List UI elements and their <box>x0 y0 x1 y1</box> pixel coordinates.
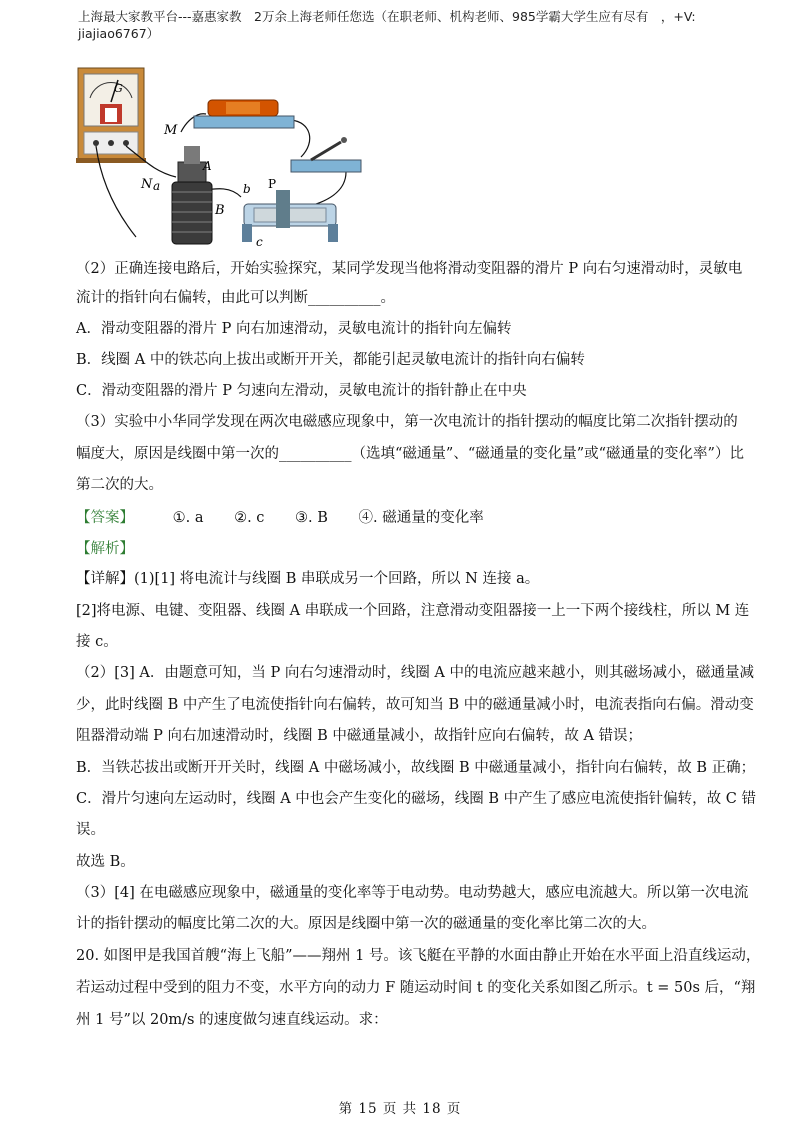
answer-row <box>76 507 510 529</box>
q2-option-a: A．滑动变阻器的滑片 P 向右加速滑动，灵敏电流计的指针向左偏转 <box>76 321 512 337</box>
q20-line-2: 若运动过程中受到的阻力不变，水平方向的动力 F 随运动时间 t 的变化关系如图乙所示。t = 50s 后，“翔 <box>76 980 756 996</box>
header-line-2: jiajiao6767） <box>78 26 160 41</box>
analysis-p3e: C．滑片匀速向左运动时，线圈 A 中也会产生变化的磁场，线圈 B 中产生了感应电流使指针偏转，故 C 错 <box>76 791 756 807</box>
analysis-p3g: 故选 B。 <box>76 854 135 870</box>
analysis-p4b: 计的指针摆动的幅度比第二次的大。原因是线圈中第一次的磁通量的变化率比第二次的大。 <box>76 916 656 932</box>
label-coil-b: B <box>215 203 225 218</box>
answer-tag: 【答案】 <box>76 510 134 526</box>
label-b: b <box>243 182 251 196</box>
analysis-p3b: 少，此时线圈 B 中产生了电流使指针向右偏转，故可知当 B 中的磁通量减小时，电流表指向右偏。滑动变 <box>76 697 754 713</box>
answer-item-1: ①. a <box>172 510 204 526</box>
answer-item-2: ②. c <box>234 510 265 526</box>
detail-1: 【详解】(1)[1] 将电流计与线圈 B 串联成另一个回路，所以 N 连接 a。 <box>76 571 540 587</box>
label-a: a <box>153 179 161 193</box>
analysis-p3f: 误。 <box>76 822 105 838</box>
label-n: N <box>141 177 153 192</box>
analysis-p3a: （2）[3] A．由题意可知，当 P 向右匀速滑动时，线圈 A 中的电流应越来越小，则其磁场减小，磁通量减 <box>76 665 755 681</box>
q2-stem-line-2: 流计的指针向右偏转，由此可以判断__________。 <box>76 290 395 306</box>
battery-icon <box>194 100 294 128</box>
q3-line-2: 幅度大，原因是线圈中第一次的__________（选填“磁通量”、“磁通量的变化量”或“磁通量的变化率”）比 <box>76 446 744 462</box>
q20-line-3: 州 1 号”以 20m/s 的速度做匀速直线运动。求： <box>76 1012 388 1028</box>
page-header <box>78 8 738 42</box>
q2-option-c: C．滑动变阻器的滑片 P 匀速向左滑动，灵敏电流计的指针静止在中央 <box>76 383 527 399</box>
analysis-tag: 【解析】 <box>76 541 134 557</box>
q2-option-b: B．线圈 A 中的铁芯向上拔出或断开开关，都能引起灵敏电流计的指针向右偏转 <box>76 352 585 368</box>
answer-item-4: ④. 磁通量的变化率 <box>358 510 484 526</box>
answer-item-3: ③. B <box>295 510 328 526</box>
galvanometer-icon <box>76 68 146 163</box>
page-footer: 第 15 页 共 18 页 <box>338 1101 462 1117</box>
analysis-p3c: 阻器滑动端 P 向右加速滑动时，线圈 B 中磁通量减小，故指针应向右偏转，故 A 错误； <box>76 728 643 744</box>
header-line-1: 上海最大家教平台---嘉惠家教 2万余上海老师任您选（在职老师、机构老师、985学霸大学生应有尽有 ，+V: <box>78 9 696 24</box>
label-m: M <box>164 123 178 138</box>
analysis-p4a: （3）[4] 在电磁感应现象中，磁通量的变化率等于电动势。电动势越大，感应电流越大。所以第一次电流 <box>76 885 749 901</box>
q20-line-1: 20. 如图甲是我国首艘“海上飞船”——翔州 1 号。该飞艇在平静的水面由静止开始在水平面上沿直线运动， <box>76 948 761 964</box>
q3-line-1: （3）实验中小华同学发现在两次电磁感应现象中，第一次电流计的指针摆动的幅度比第二次指针摆动的 <box>76 414 738 430</box>
label-c: c <box>256 235 263 249</box>
circuit-figure <box>76 62 376 252</box>
label-p: P <box>268 177 277 191</box>
label-g: G <box>114 82 123 95</box>
q3-line-3: 第二次的大。 <box>76 477 163 493</box>
label-coil-a: A <box>203 159 212 173</box>
switch-icon <box>291 137 361 172</box>
detail-2b: 接 c。 <box>76 634 118 650</box>
analysis-p3d: B．当铁芯拔出或断开开关时，线圈 A 中磁场减小，故线圈 B 中磁通量减小，指针向右偏转，故 B 正确； <box>76 760 756 776</box>
q2-stem-line-1: （2）正确连接电路后，开始实验探究，某同学发现当他将滑动变阻器的滑片 P 向右匀速滑动时，灵敏电 <box>76 261 743 277</box>
detail-2a: [2]将电源、电键、变阻器、线圈 A 串联成一个回路，注意滑动变阻器接一上一下两个接线柱，所以 M 连 <box>76 603 750 619</box>
